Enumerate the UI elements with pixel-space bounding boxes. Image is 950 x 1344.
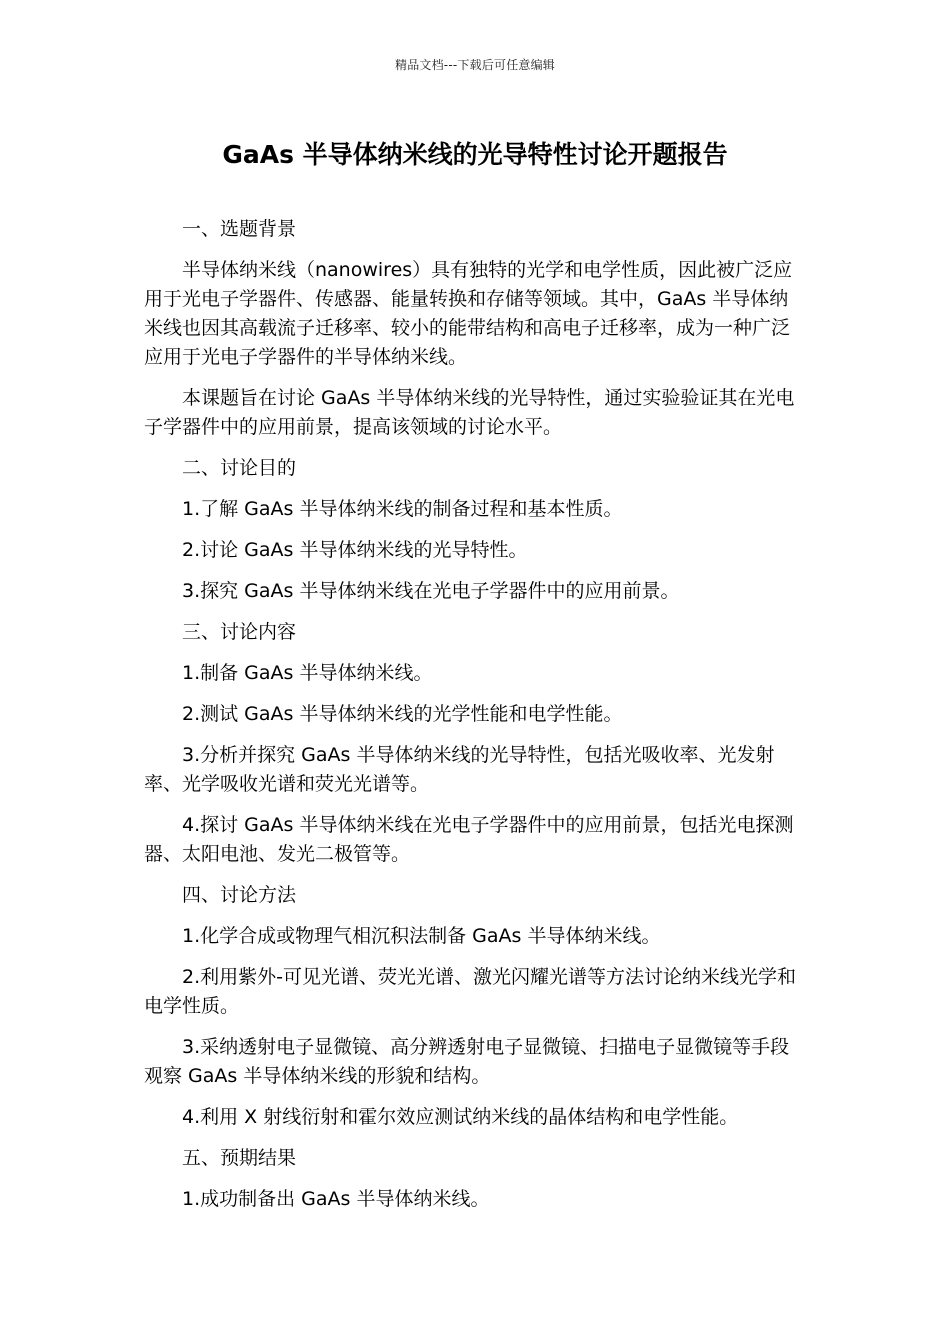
section-heading: 五、预期结果 xyxy=(182,1147,297,1169)
list-item: 1.成功制备出 GaAs 半导体纳米线。 xyxy=(182,1188,490,1210)
list-item: 3.采纳透射电子显微镜、高分辨透射电子显微镜、扫描电子显微镜等手段观察 GaAs 半导体纳米线的形貌和结构。 xyxy=(144,1036,790,1087)
list-item: 1.化学合成或物理气相沉积法制备 GaAs 半导体纳米线。 xyxy=(182,925,661,947)
list-item: 3.探究 GaAs 半导体纳米线在光电子学器件中的应用前景。 xyxy=(182,580,680,602)
list-item: 2.讨论 GaAs 半导体纳米线的光导特性。 xyxy=(182,539,528,561)
list-item: 1.制备 GaAs 半导体纳米线。 xyxy=(182,662,433,684)
body-paragraph: 半导体纳米线（nanowires）具有独特的光学和电学性质，因此被广泛应用于光电子学器件、传感器、能量转换和存储等领域。其中，GaAs 半导体纳米线也因其高载流子迁移率、较小的能带结构和高电子迁移率，成为一种广泛应用于光电子学器件的半导体纳米线。 xyxy=(144,259,793,368)
list-item: 3.分析并探究 GaAs 半导体纳米线的光导特性，包括光吸收率、光发射率、光学吸收光谱和荧光光谱等。 xyxy=(144,744,775,795)
section-heading: 二、讨论目的 xyxy=(182,457,297,479)
body-paragraph: 本课题旨在讨论 GaAs 半导体纳米线的光导特性，通过实验验证其在光电子学器件中的应用前景，提高该领域的讨论水平。 xyxy=(144,387,795,438)
list-item: 1.了解 GaAs 半导体纳米线的制备过程和基本性质。 xyxy=(182,498,623,520)
list-item: 2.测试 GaAs 半导体纳米线的光学性能和电学性能。 xyxy=(182,703,623,725)
document-body xyxy=(144,215,806,1226)
section-heading: 四、讨论方法 xyxy=(182,884,297,906)
section-heading: 一、选题背景 xyxy=(182,218,297,240)
page-header-watermark: 精品文档---下载后可任意编辑 xyxy=(395,58,555,72)
list-item: 2.利用紫外-可见光谱、荧光光谱、激光闪耀光谱等方法讨论纳米线光学和电学性质。 xyxy=(144,966,796,1017)
list-item: 4.探讨 GaAs 半导体纳米线在光电子学器件中的应用前景，包括光电探测器、太阳电池、发光二极管等。 xyxy=(144,814,794,865)
section-heading: 三、讨论内容 xyxy=(182,621,297,643)
document-title: GaAs 半导体纳米线的光导特性讨论开题报告 xyxy=(222,140,728,169)
list-item: 4.利用 X 射线衍射和霍尔效应测试纳米线的晶体结构和电学性能。 xyxy=(182,1106,739,1128)
